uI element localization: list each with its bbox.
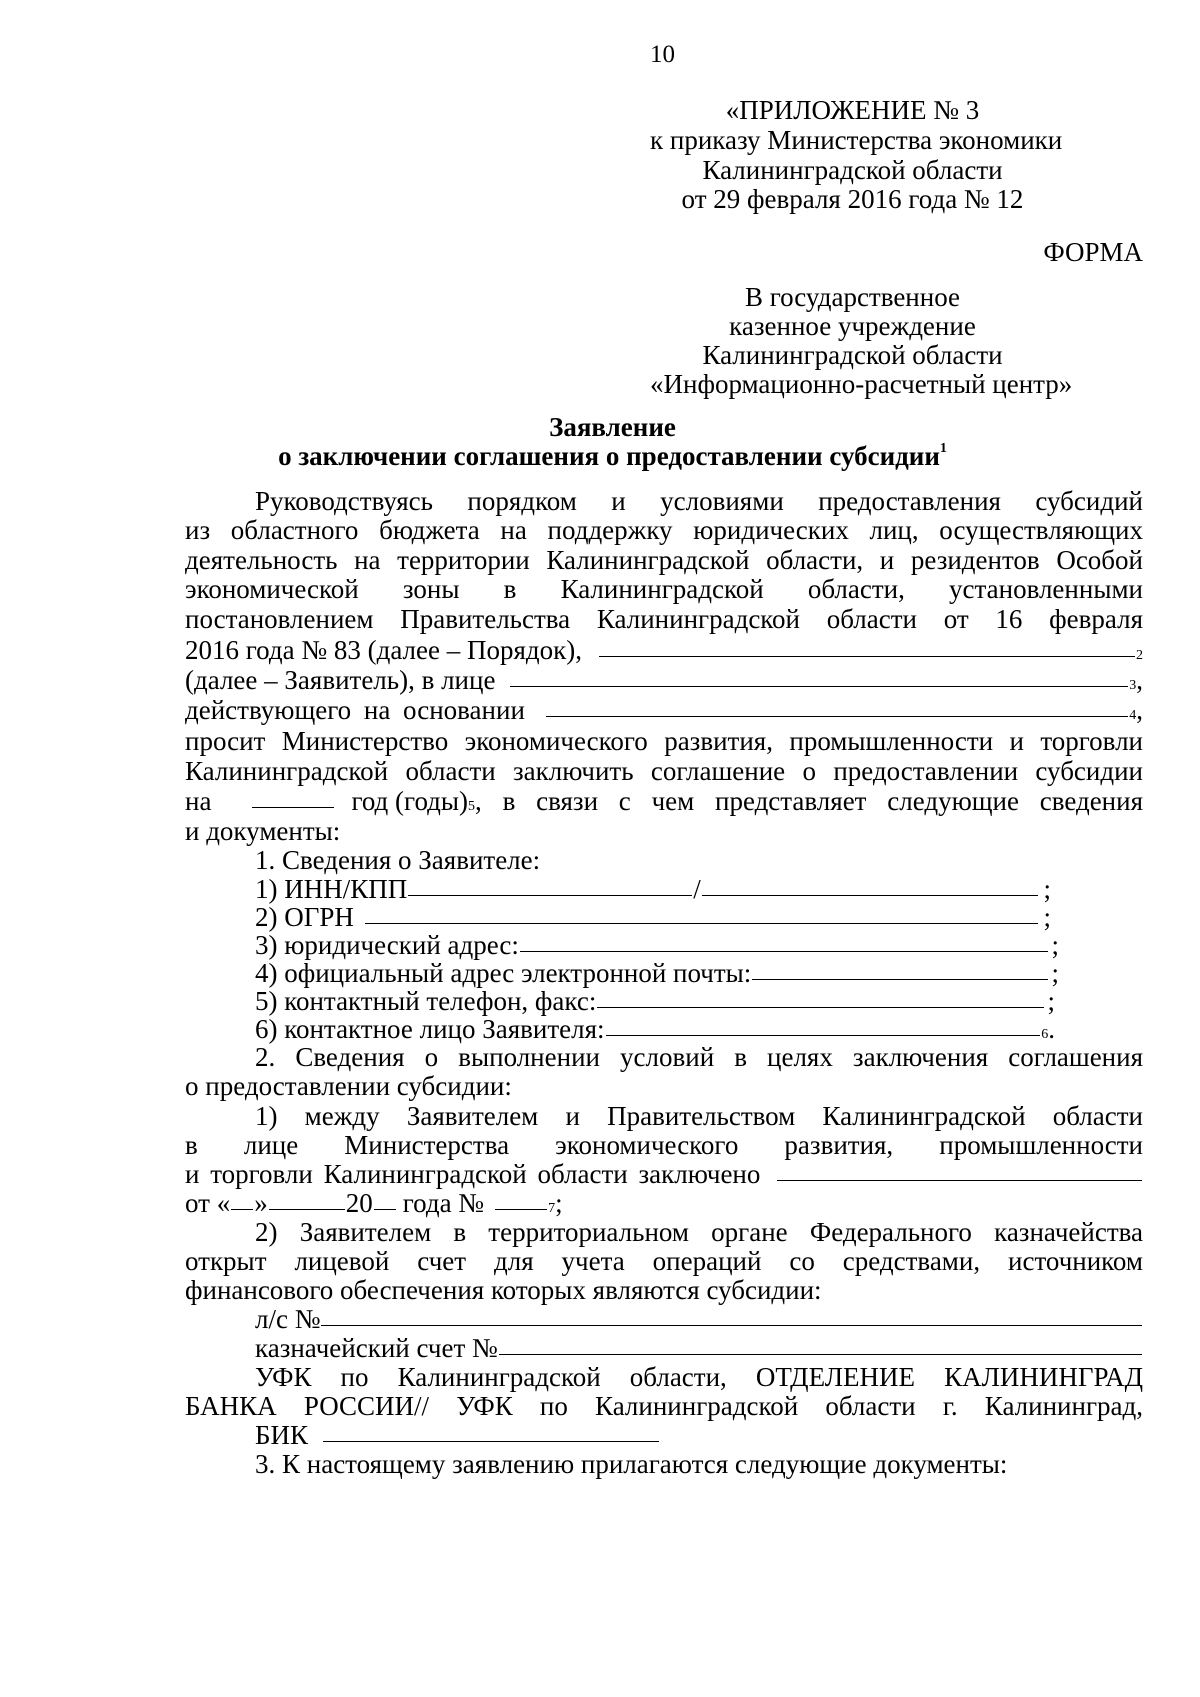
appendix-line-4: от 29 февраля 2016 года № 12	[681, 184, 1024, 214]
ogrn-field[interactable]	[365, 903, 1039, 924]
agreement-number-label: года №	[402, 1188, 485, 1218]
treasury-account-row	[185, 1333, 1143, 1364]
intro-line-11-on: на	[185, 786, 212, 816]
ogrn-label: 2) ОГРН	[255, 902, 354, 932]
phone-field[interactable]	[597, 987, 1044, 1008]
intro-line-8: действующего на основании 4 ,	[185, 695, 1143, 725]
section-2-heading-line-2: о предоставлении субсидии:	[185, 1071, 512, 1101]
email-semicolon: ;	[1051, 958, 1059, 988]
agreement-year-field[interactable]	[374, 1189, 396, 1210]
agreement-semicolon: ;	[555, 1188, 563, 1218]
intro-line-11-rest: , в связи с чем представляет следующие сведения	[475, 786, 1143, 816]
agreement-field[interactable]	[777, 1160, 1142, 1181]
phone-semicolon: ;	[1047, 986, 1055, 1016]
appendix-line-3: Калининградской области	[702, 155, 1003, 185]
inn-kpp-separator: /	[693, 874, 701, 904]
footnote-ref-1: 1	[939, 441, 947, 456]
inn-field[interactable]	[408, 875, 692, 896]
addressee-line-1: В государственное	[744, 282, 961, 312]
section-3-heading: 3. К настоящему заявлению прилагаются следующие документы:	[255, 1449, 1008, 1479]
agreement-date-close: »	[254, 1188, 268, 1218]
treasury-account-label: казначейский счет №	[255, 1333, 498, 1363]
applicant-name-field[interactable]	[599, 636, 1135, 657]
ogrn-semicolon: ;	[1043, 902, 1051, 932]
intro-line-4: экономической зоны в Калининградской области, установленными	[185, 574, 1143, 604]
intro-line-1: Руководствуясь порядком и условиями предоставления субсидий	[255, 486, 1143, 516]
bik-field[interactable]	[323, 1421, 659, 1442]
personal-account-field[interactable]	[321, 1305, 1142, 1326]
intro-line-7: (далее – Заявитель), в лице 3 ,	[185, 665, 1143, 695]
email-label: 4) официальный адрес электронной почты:	[255, 958, 752, 988]
intro-line-8-text: действующего на основании	[185, 695, 525, 725]
intro-line-3: деятельность на территории Калининградской области, и резидентов Особой	[185, 545, 1143, 575]
agreement-line-2: в лице Министерства экономического развития, промышленности	[185, 1130, 1143, 1160]
intro-line-12: и документы:	[185, 816, 341, 846]
legal-address-field[interactable]	[520, 931, 1049, 952]
agreement-day-field[interactable]	[231, 1189, 253, 1210]
bik-label: БИК	[255, 1420, 309, 1450]
intro-line-9: просит Министерство экономического развития, промышленности и торговли	[185, 726, 1143, 756]
agreement-month-field[interactable]	[269, 1189, 345, 1210]
ufk-line-2: БАНКА РОССИИ// УФК по Калининградской области г. Калининград,	[185, 1391, 1143, 1421]
addressee-line-4: «Информационно-расчетный центр»	[650, 369, 1073, 399]
account-line-3: финансового обеспечения которых являются субсидии:	[185, 1275, 822, 1305]
intro-line-7-text: (далее – Заявитель), в лице	[185, 665, 496, 695]
inn-kpp-semicolon: ;	[1043, 874, 1051, 904]
intro-line-11-year: год (годы)	[351, 786, 469, 816]
email-row	[185, 958, 1059, 989]
section-1-heading: 1. Сведения о Заявителе:	[255, 845, 541, 875]
personal-account-label: л/с №	[255, 1304, 321, 1334]
appendix-line-2: к приказу Министерства экономики	[650, 125, 1063, 155]
intro-line-6: 2016 года № 83 (далее – Порядок), 2	[185, 635, 1143, 665]
addressee-line-3: Калининградской области	[702, 340, 1003, 370]
representative-field[interactable]	[510, 666, 1128, 687]
contact-row: 6) контактное лицо Заявителя: 6 .	[255, 1014, 1055, 1044]
ufk-line-1: УФК по Калининградской области, ОТДЕЛЕНИЕ КАЛИНИНГРАД	[255, 1362, 1143, 1392]
agreement-line-3	[185, 1159, 1143, 1190]
intro-line-7-comma: ,	[1136, 665, 1143, 695]
contact-period: .	[1048, 1014, 1055, 1044]
agreement-line-1: 1) между Заявителем и Правительством Калининградской области	[255, 1101, 1143, 1131]
legal-address-row	[185, 930, 1059, 961]
form-label: ФОРМА	[1043, 237, 1143, 267]
agreement-year-prefix: 20	[345, 1188, 373, 1218]
page-number: 10	[650, 41, 675, 68]
intro-line-6-text: 2016 года № 83 (далее – Порядок),	[185, 635, 583, 665]
legal-address-semicolon: ;	[1051, 930, 1059, 960]
intro-line-10: Калининградской области заключить соглашение о предоставлении субсидии	[185, 756, 1143, 786]
basis-field[interactable]	[546, 696, 1128, 717]
document-subtitle	[0, 441, 1200, 472]
phone-row	[185, 986, 1055, 1017]
year-field[interactable]	[252, 787, 334, 808]
contact-label: 6) контактное лицо Заявителя:	[255, 1014, 605, 1044]
intro-line-5: постановлением Правительства Калининградской области от 16 февраля	[185, 604, 1143, 634]
account-line-1: 2) Заявителем в территориальном органе Федерального казначейства	[255, 1217, 1143, 1247]
agreement-date-open: от «	[185, 1188, 231, 1218]
addressee-line-2: казенное учреждение	[729, 311, 976, 341]
email-field[interactable]	[752, 959, 1048, 980]
kpp-field[interactable]	[702, 875, 1039, 896]
inn-kpp-label: 1) ИНН/КПП	[255, 874, 408, 904]
agreement-number-field[interactable]	[495, 1189, 547, 1210]
section-2-heading-line-1: 2. Сведения о выполнении условий в целях заключения соглашения	[255, 1042, 1143, 1072]
inn-kpp-row	[185, 874, 1051, 905]
account-line-2: открыт лицевой счет для учета операций со средствами, источником	[185, 1246, 1143, 1276]
document-title: Заявление	[549, 412, 676, 442]
document-subtitle-text: о заключении соглашения о предоставлении субсидии	[278, 441, 940, 471]
treasury-account-field[interactable]	[499, 1334, 1142, 1355]
legal-address-label: 3) юридический адрес:	[255, 930, 519, 960]
intro-line-2: из областного бюджета на поддержку юридических лиц, осуществляющих	[185, 515, 1143, 545]
agreement-line-3-text: и торговли Калининградской области заключено	[185, 1159, 761, 1189]
personal-account-row	[185, 1304, 1143, 1335]
phone-label: 5) контактный телефон, факс:	[255, 986, 597, 1016]
ogrn-row	[185, 902, 1051, 933]
contact-field[interactable]	[606, 1015, 1041, 1036]
intro-line-11: на год (годы) 5 , в связи с чем представляет следующие сведения	[185, 786, 1143, 816]
bik-row	[185, 1420, 660, 1451]
intro-line-8-comma: ,	[1136, 695, 1143, 725]
appendix-line-1: «ПРИЛОЖЕНИЕ № 3	[725, 95, 980, 125]
agreement-date-row: от « » 20 года № 7 ;	[185, 1188, 563, 1218]
